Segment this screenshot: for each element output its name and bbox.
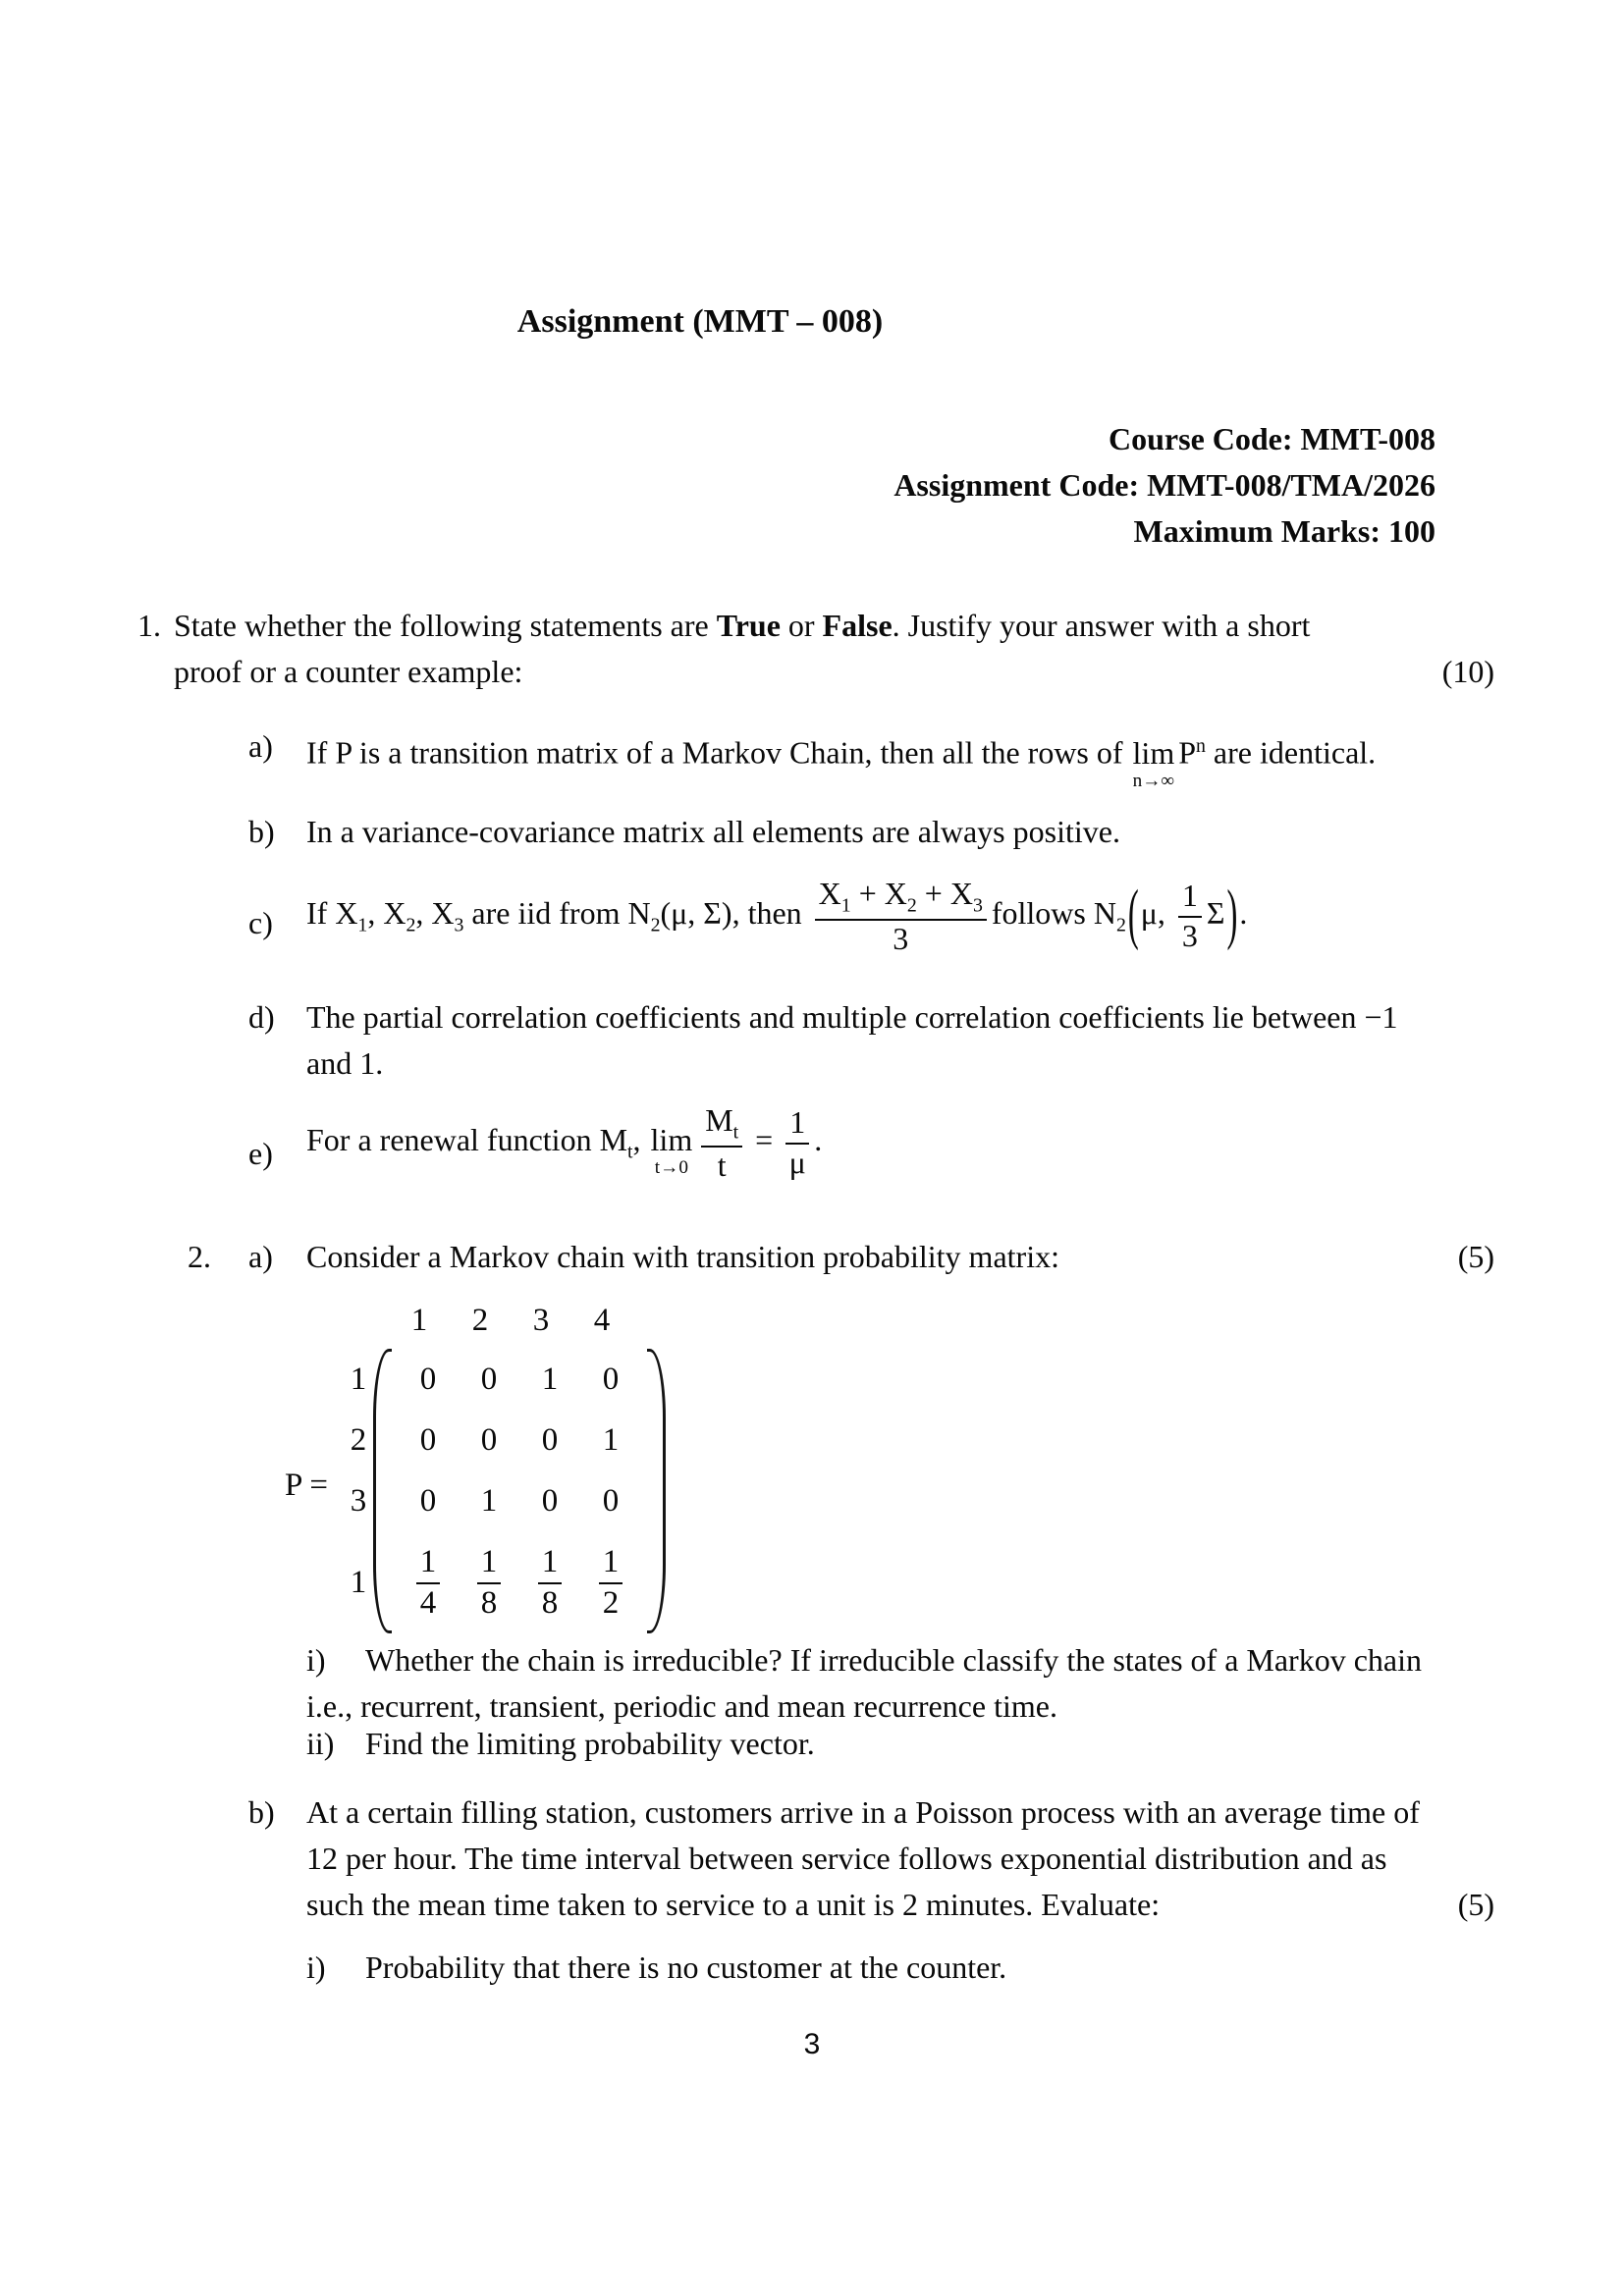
- item-2b-i-text: Probability that there is no customer at the counter.: [365, 1949, 1007, 1985]
- item-1d-label: d): [248, 999, 275, 1035]
- page-title: Assignment (MMT – 008): [516, 303, 884, 340]
- matrix-cell: 0: [419, 1421, 437, 1458]
- item-2a-i-line-2: i.e., recurrent, transient, periodic and mean recurrence time.: [306, 1688, 1057, 1724]
- page-number: 3: [803, 2028, 821, 2060]
- false-word: False: [822, 608, 893, 643]
- matrix-cell: 0: [602, 1361, 620, 1397]
- item-1d-line-1: The partial correlation coefficients and multiple correlation coefficients lie between −1: [306, 999, 1398, 1035]
- item-2b-label: b): [248, 1794, 275, 1830]
- matrix-cell: 0: [419, 1361, 437, 1397]
- matrix-cell: $\frac{1}{8}$: [533, 1544, 568, 1622]
- matrix-cell: 0: [480, 1421, 498, 1458]
- item-2b-i-label: i): [306, 1949, 326, 1985]
- matrix-cell: 1: [602, 1421, 620, 1458]
- matrix-close-paren: [647, 1349, 666, 1633]
- matrix-row-labels: 1 2 3 1: [350, 1361, 367, 1600]
- matrix-open-paren: [373, 1349, 392, 1633]
- item-2a-ii-label: ii): [306, 1726, 335, 1761]
- matrix-cell: $\frac{1}{4}$: [411, 1544, 446, 1622]
- question-2a-heading: [137, 1234, 1494, 1280]
- item-2b: [137, 1789, 1494, 1928]
- item-1c: [137, 877, 1494, 956]
- matrix-cell: 1: [480, 1482, 498, 1519]
- item-1d: [137, 994, 1494, 1087]
- item-1a: [137, 723, 1494, 790]
- matrix-column-headers: 1 2 3 4: [410, 1303, 611, 1338]
- item-1c-text: If $X_1$, $X_2$, $X_3$ are iid from $N_2(\mu$, Σ), then $\frac{X_1 + X_2 + X_3}{3}$ follows $N_2(\mu$, $\frac{1}{3}$ Σ).: [306, 876, 1248, 956]
- question-1-intro-line-1: State whether the following statements are True or False. Justify your answer with a short: [174, 608, 1311, 643]
- course-info-block: [893, 416, 1435, 555]
- item-2a-ii: [306, 1721, 1494, 1767]
- assignment-code: Assignment Code: MMT-008/TMA/2026: [893, 467, 1435, 503]
- matrix-cell: 0: [602, 1482, 620, 1519]
- question-2b-marks: (5): [1457, 1887, 1494, 1922]
- item-2b-i: [306, 1945, 1494, 1991]
- matrix-cell: 0: [419, 1482, 437, 1519]
- item-2b-line-3: such the mean time taken to service to a unit is 2 minutes. Evaluate: (5): [306, 1882, 1494, 1928]
- matrix-cell: 0: [480, 1361, 498, 1397]
- course-code: Course Code: MMT-008: [1109, 421, 1435, 456]
- question-1-number: 1.: [137, 608, 161, 643]
- item-1b-label: b): [248, 814, 275, 849]
- item-1e: [137, 1103, 1494, 1183]
- question-2-number: 2.: [188, 1239, 211, 1274]
- item-1c-label: c): [248, 905, 273, 940]
- item-1b: [137, 809, 1494, 855]
- item-1d-line-2: and 1.: [306, 1045, 384, 1081]
- item-2a-label: a): [248, 1239, 273, 1274]
- item-1e-label: e): [248, 1136, 273, 1171]
- matrix-cell: $\frac{1}{8}$: [472, 1544, 507, 1622]
- item-1e-text: For a renewal function $M_t$, lim t→0 $\frac{M_t}{t}$ = $\frac{1}{\mu}$ .: [306, 1102, 823, 1183]
- item-2a-ii-text: Find the limiting probability vector.: [365, 1726, 815, 1761]
- item-2a-text: Consider a Markov chain with transition probability matrix: (5): [137, 1234, 1494, 1280]
- question-1-intro-line-2: proof or a counter example: (10): [174, 649, 1494, 695]
- transition-matrix: [285, 1298, 666, 1633]
- item-2a-i-label: i): [306, 1642, 326, 1678]
- matrix-lhs: P =: [285, 1468, 328, 1503]
- matrix-main: [344, 1298, 666, 1633]
- item-1a-text: If P is a transition matrix of a Markov Chain, then all the rows of lim n→∞ $P^n$ are identical.: [306, 734, 1377, 791]
- matrix-cell: 0: [541, 1482, 559, 1519]
- question-2a-marks: (5): [1457, 1239, 1494, 1274]
- question-1-marks: (10): [1441, 654, 1494, 689]
- item-2b-line-2: 12 per hour. The time interval between service follows exponential distribution and as: [306, 1841, 1387, 1876]
- item-2b-line-1: At a certain filling station, customers arrive in a Poisson process with an average time of: [306, 1794, 1420, 1830]
- item-2a-i: [306, 1637, 1494, 1730]
- matrix-cell: $\frac{1}{2}$: [594, 1544, 628, 1622]
- true-word: True: [716, 608, 781, 643]
- question-1-intro: [137, 603, 1494, 695]
- matrix-cell: 0: [541, 1421, 559, 1458]
- item-2a-i-line-1: Whether the chain is irreducible? If irreducible classify the states of a Markov chain: [365, 1642, 1422, 1678]
- matrix-cell: 1: [541, 1361, 559, 1397]
- matrix-cells: [392, 1349, 647, 1633]
- maximum-marks: Maximum Marks: 100: [1133, 513, 1435, 549]
- item-1b-text: In a variance-covariance matrix all elements are always positive.: [306, 814, 1120, 849]
- item-1a-label: a): [248, 728, 273, 764]
